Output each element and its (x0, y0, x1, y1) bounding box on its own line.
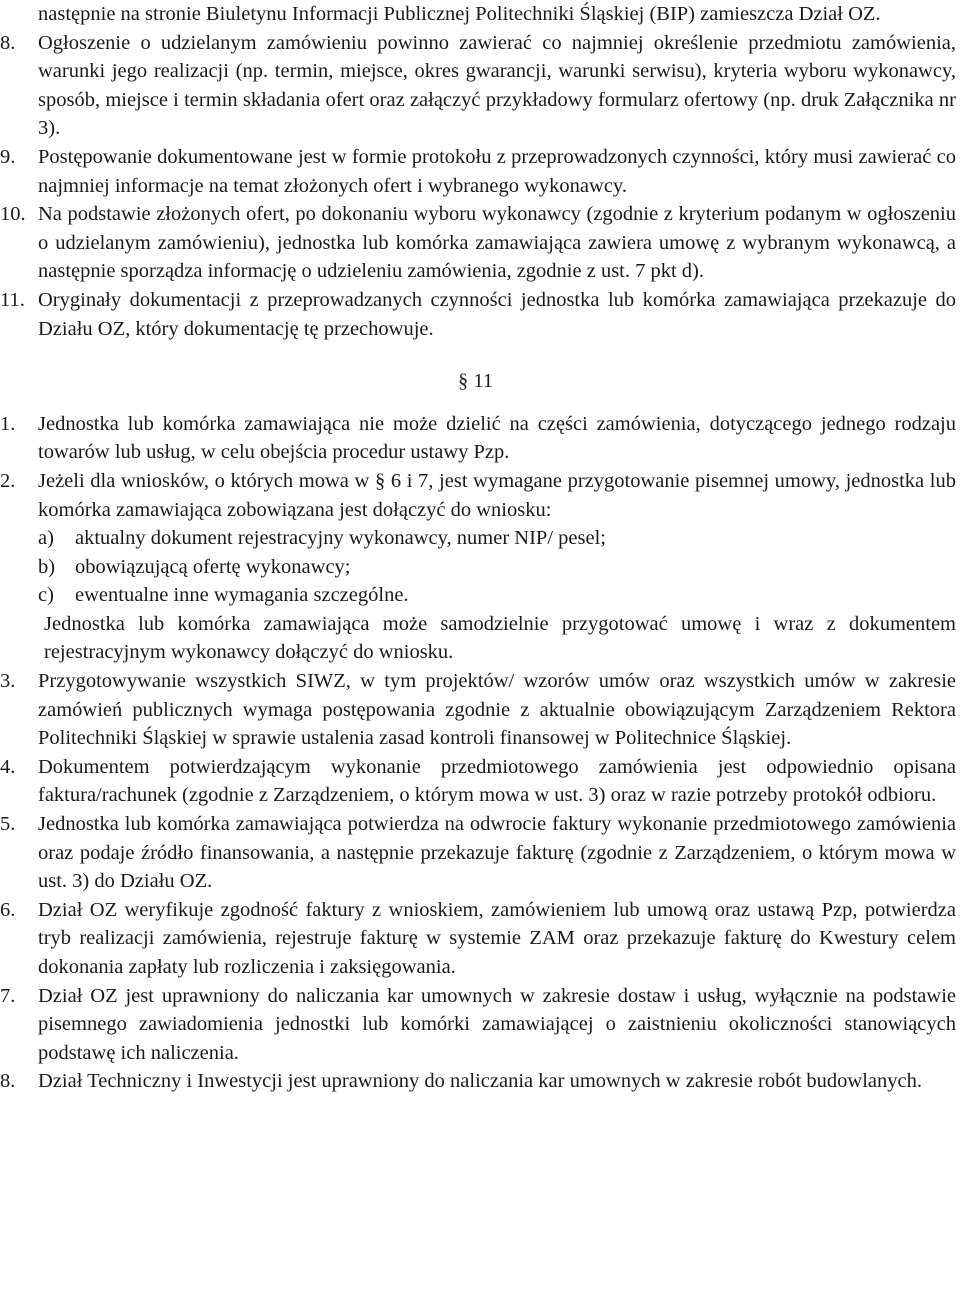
item-text: Postępowanie dokumentowane jest w formie protokołu z przeprowadzonych czynności, który musi zawierać co najmniej informacje na temat złożonych ofert i wybranego wykonawcy. (38, 145, 956, 197)
item-number: 11. (0, 288, 25, 311)
item-number: 6. (0, 898, 16, 921)
item-number: 9. (0, 145, 16, 168)
sub-item (38, 553, 956, 582)
list-item (0, 143, 960, 200)
sub-item-text: obowiązującą ofertę wykonawcy; (75, 555, 351, 578)
numbered-list-section-11 (0, 410, 960, 1096)
item-text: Przygotowywanie wszystkich SIWZ, w tym projektów/ wzorów umów oraz wszystkich umów w zakresie zamówień publicznych wymaga postępowania zgodnie z aktualnie obowiązującym Zarządzeniem Rektora Politechniki Śląskiej w sprawie ustalenia zasad kontroli finansowej w Politechnice Śląskiej. (38, 670, 956, 750)
item-number: 3. (0, 670, 16, 693)
list-item (0, 667, 960, 753)
sub-item-letter: c) (38, 584, 54, 607)
item-number: 10. (0, 203, 26, 226)
list-item (0, 286, 960, 343)
item-number: 8. (0, 1070, 16, 1093)
item-text: Ogłoszenie o udzielanym zamówieniu powinno zawierać co najmniej określenie przedmiotu zamówienia, warunki jego realizacji (np. termin, miejsce, okres gwarancji, warunki serwisu), kryteria wyboru wykonawcy, sposób, miejsce i termin składania ofert oraz załączyć przykładowy formularz ofertowy (np. druk Załącznika nr 3). (38, 31, 956, 140)
list-item (0, 1067, 960, 1096)
list-item (0, 810, 960, 896)
item-text: Oryginały dokumentacji z przeprowadzanych czynności jednostka lub komórka zamawiająca przekazuje do Działu OZ, który dokumentację tę przechowuje. (38, 288, 956, 340)
sub-item (38, 581, 956, 610)
item-number: 1. (0, 412, 16, 435)
item-text: Dokumentem potwierdzającym wykonanie przedmiotowego zamówienia jest odpowiednio opisana faktura/rachunek (zgodnie z Zarządzeniem, o którym mowa w ust. 3) oraz w razie potrzeby protokół odbioru. (38, 755, 956, 807)
item-text (38, 467, 960, 610)
item-number: 2. (0, 469, 16, 492)
sub-item (38, 524, 956, 553)
item-number: 7. (0, 984, 16, 1007)
continuation-text: następnie na stronie Biuletynu Informacji Publicznej Politechniki Śląskiej (BIP) zamieszcza Dział OZ. (38, 3, 881, 25)
item-number: 4. (0, 755, 16, 778)
item-text: Dział OZ weryfikuje zgodność faktury z wnioskiem, zamówieniem lub umową oraz ustawą Pzp, potwierdza tryb realizacji zamówienia, rejestruje fakturę w systemie ZAM oraz przekazuje fakturę do Kwestury celem dokonania zapłaty lub rozliczenia i zaksięgowania. (38, 898, 956, 978)
note-paragraph: Jednostka lub komórka zamawiająca może samodzielnie przygotować umowę i wraz z dokumentem rejestracyjnym wykonawcy dołączyć do wniosku. (44, 612, 956, 664)
item-text: Na podstawie złożonych ofert, po dokonaniu wyboru wykonawcy (zgodnie z kryterium podanym w ogłoszeniu o udzielanym zamówieniu), jednostka lub komórka zamawiająca zawiera umowę z wybranym wykonawcą, a następnie sporządza informację o udzieleniu zamówienia, zgodnie z ust. 7 pkt d). (38, 203, 956, 283)
list-item (0, 200, 960, 286)
sub-item-letter: a) (38, 527, 54, 550)
item-text: Jednostka lub komórka zamawiająca potwierdza na odwrocie faktury wykonanie przedmiotowego zamówienia oraz podaje źródło finansowania, a następnie przekazuje fakturę (zgodnie z Zarządzeniem, o którym mowa w ust. 3) do Działu OZ. (38, 813, 956, 893)
list-item (0, 896, 960, 982)
list-item (0, 29, 960, 143)
item-text: Dział OZ jest uprawniony do naliczania kar umownych w zakresie dostaw i usług, wyłącznie na podstawie pisemnego zawiadomienia jednostki lub komórki zamawiającej o zaistnieniu okoliczności stanowiących podstawę ich naliczenia. (38, 984, 956, 1064)
item-number: 8. (0, 31, 16, 54)
section-heading: § 11 (458, 370, 494, 393)
numbered-list-previous-section (0, 29, 960, 344)
list-item (0, 410, 960, 467)
item-text: Jednostka lub komórka zamawiająca nie może dzielić na części zamówienia, dotyczącego jednego rodzaju towarów lub usług, w celu obejścia procedur ustawy Pzp. (38, 412, 956, 464)
list-item (0, 982, 960, 1068)
sub-item-letter: b) (38, 555, 56, 578)
list-item (0, 753, 960, 810)
item-number: 5. (0, 813, 16, 836)
item-intro: Jeżeli dla wniosków, o których mowa w § 6 i 7, jest wymagane przygotowanie pisemnej umowy, jednostka lub komórka zamawiająca zobowiązana jest dołączyć do wniosku: (38, 469, 956, 521)
item-text: Dział Techniczny i Inwestycji jest uprawniony do naliczania kar umownych w zakresie robót budowlanych. (38, 1070, 922, 1093)
sub-item-text: ewentualne inne wymagania szczególne. (75, 584, 409, 607)
sub-item-text: aktualny dokument rejestracyjny wykonawcy, numer NIP/ pesel; (75, 527, 606, 550)
continuation-paragraph (0, 0, 960, 29)
list-item (0, 467, 960, 610)
